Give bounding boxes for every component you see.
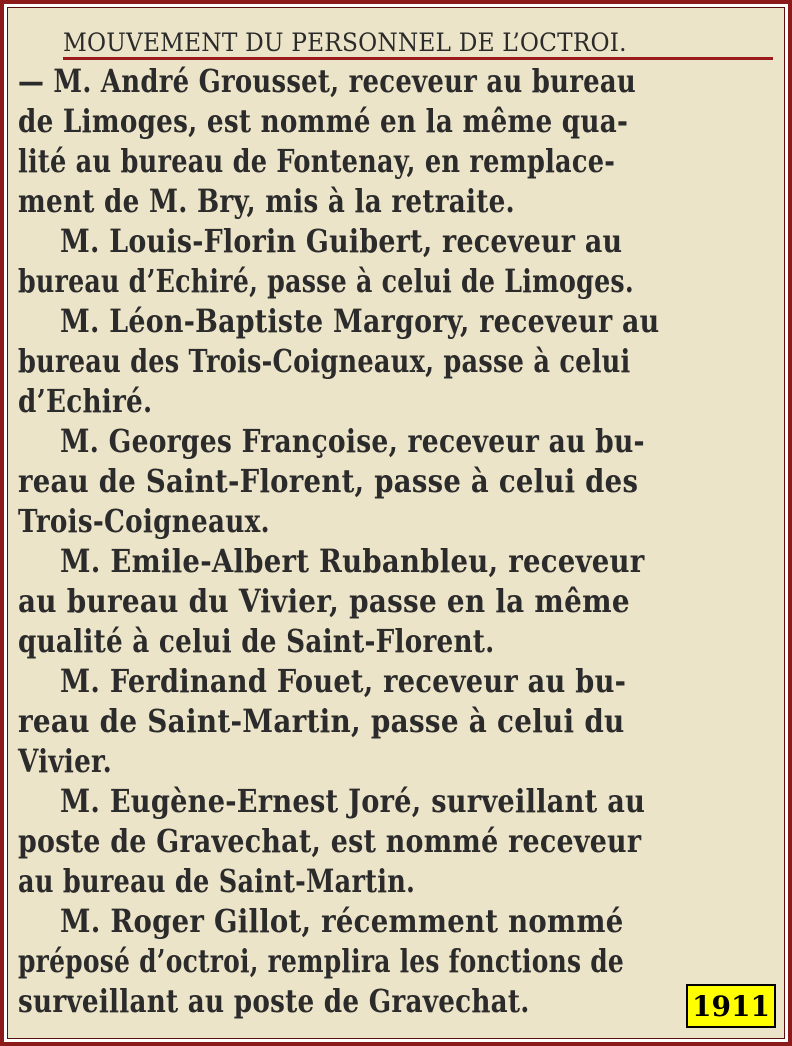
text-line: de Limoges, est nommé en la même qua- (18, 102, 629, 140)
text-line: surveillant au poste de Gravechat. (18, 982, 530, 1020)
text-line: lité au bureau de Fontenay, en remplace- (18, 142, 616, 180)
text-line: au bureau du Vivier, passe en la même (18, 582, 630, 620)
year-badge: 1911 (686, 984, 776, 1028)
newspaper-clipping (7, 7, 785, 1039)
headline-underline (63, 57, 773, 60)
text-line: reau de Saint-Florent, passe à celui des (18, 462, 639, 500)
text-line: M. Ferdinand Fouet, receveur au bu- (60, 662, 627, 700)
text-line: M. Georges Françoise, receveur au bu- (60, 422, 645, 460)
text-line: poste de Gravechat, est nommé receveur (18, 822, 642, 860)
text-line: reau de Saint-Martin, passe à celui du (18, 702, 625, 740)
text-line: Vivier. (18, 742, 113, 780)
text-line: au bureau de Saint-Martin. (18, 862, 416, 900)
text-line: bureau d’Echiré, passe à celui de Limoges. (18, 262, 634, 300)
text-line: ment de M. Bry, mis à la retraite. (18, 182, 515, 220)
text-line: qualité à celui de Saint-Florent. (18, 622, 495, 660)
text-line: d’Echiré. (18, 382, 153, 420)
text-line: M. Emile-Albert Rubanbleu, receveur (60, 542, 645, 580)
text-line: préposé d’octroi, remplira les fonctions de (18, 942, 625, 980)
text-line: M. Léon-Baptiste Margory, receveur au (60, 302, 660, 340)
text-line: bureau des Trois-Coigneaux, passe à celui (18, 342, 631, 380)
text-line: — M. André Grousset, receveur au bureau (18, 62, 636, 100)
text-line: M. Roger Gillot, récemment nommé (60, 902, 624, 940)
article-headline: MOUVEMENT DU PERSONNEL DE L’OCTROI. (63, 28, 627, 57)
text-line: M. Louis-Florin Guibert, receveur au (60, 222, 623, 260)
text-line: Trois-Coigneaux. (18, 502, 270, 540)
text-line: M. Eugène-Ernest Joré, surveillant au (60, 782, 646, 820)
